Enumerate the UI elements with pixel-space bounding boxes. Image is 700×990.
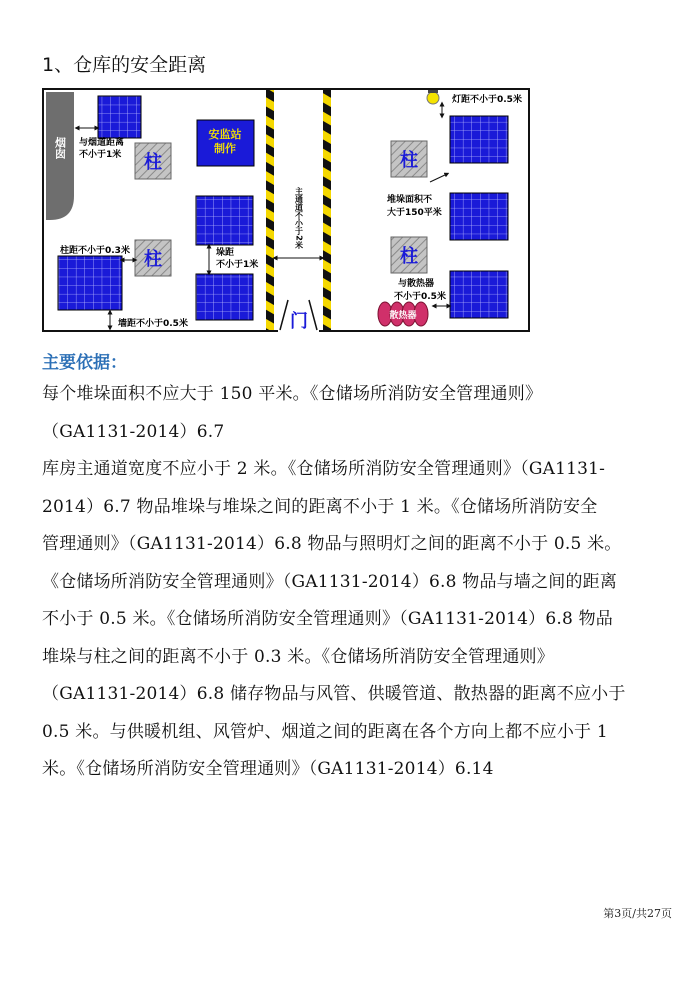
warehouse-diagram-svg <box>42 88 530 332</box>
pile <box>98 96 141 138</box>
pile-distance-2: 不小于1米 <box>216 260 259 270</box>
chimney-distance-2: 不小于1米 <box>79 150 122 160</box>
pillar-label: 柱 <box>144 249 162 270</box>
pile <box>450 116 508 163</box>
chimney-label: 烟囱 <box>53 137 67 159</box>
pile-area-2: 大于150平米 <box>387 208 442 218</box>
page-number: 第3页/共27页 <box>603 907 672 920</box>
paragraph-line: 库房主通道宽度不应小于 2 米。《仓储场所消防安全管理通则》（GA1131- <box>42 459 606 479</box>
paragraph-line: 2014）6.7 物品堆垛与堆垛之间的距离不小于 1 米。《仓储场所消防安全 <box>42 496 598 517</box>
paragraph-line: （GA1131-2014）6.8 储存物品与风管、供暖管道、散热器的距离不应小于 <box>42 684 626 704</box>
door-label: 门 <box>290 311 308 332</box>
pile-distance-1: 垛距 <box>216 248 235 258</box>
station-label-2: 制作 <box>214 142 236 155</box>
pile <box>196 274 253 320</box>
radiator-distance-2: 不小于0.5米 <box>394 292 446 302</box>
pile <box>58 256 122 310</box>
aisle-stripe-left <box>266 90 274 330</box>
paragraph-line: 堆垛与柱之间的距离不小于 0.3 米。《仓储场所消防安全管理通则》 <box>42 646 554 667</box>
pile-area-1: 堆垛面积不 <box>387 195 433 205</box>
pillar-distance-label: 柱距不小于0.3米 <box>60 246 130 256</box>
wall-distance-label: 墙距不小于0.5米 <box>118 319 188 329</box>
main-aisle-label: 主通道不小于2米 <box>294 187 304 249</box>
station-label-1: 安监站 <box>208 128 242 141</box>
radiator-distance-1: 与散热器 <box>398 279 435 289</box>
pile <box>196 196 253 245</box>
paragraph-line: 米。《仓储场所消防安全管理通则》（GA1131-2014）6.14 <box>42 759 494 779</box>
paragraph-line: 不小于 0.5 米。《仓储场所消防安全管理通则》（GA1131-2014）6.8 物品 <box>42 609 614 629</box>
chimney-distance-1: 与烟道距离 <box>79 138 125 148</box>
aisle-stripe-right <box>323 90 331 330</box>
paragraph-line: 0.5 米。与供暖机组、风管炉、烟道之间的距离在各个方向上都不应小于 1 <box>42 721 608 742</box>
lamp-icon <box>427 92 439 104</box>
pillar-label: 柱 <box>144 152 162 173</box>
radiator-label: 散热器 <box>389 311 417 321</box>
pillar-label: 柱 <box>400 150 418 171</box>
paragraph-line: 《仓储场所消防安全管理通则》（GA1131-2014）6.8 物品与墙之间的距离 <box>42 571 618 592</box>
section-heading: 1、仓库的安全距离 <box>42 54 207 76</box>
warehouse-diagram <box>42 88 530 332</box>
basis-paragraph <box>42 376 662 789</box>
paragraph-line: 管理通则》（GA1131-2014）6.8 物品与照明灯之间的距离不小于 0.5 米。 <box>42 534 622 554</box>
pile <box>450 193 508 240</box>
paragraph-line: 每个堆垛面积不应大于 150 平米。《仓储场所消防安全管理通则》 <box>42 384 543 404</box>
basis-title: 主要依据： <box>42 353 127 373</box>
pillar-label: 柱 <box>400 246 418 267</box>
pile <box>450 271 508 318</box>
paragraph-line: （GA1131-2014）6.7 <box>42 421 225 442</box>
lamp-distance-label: 灯距不小于0.5米 <box>452 95 522 105</box>
